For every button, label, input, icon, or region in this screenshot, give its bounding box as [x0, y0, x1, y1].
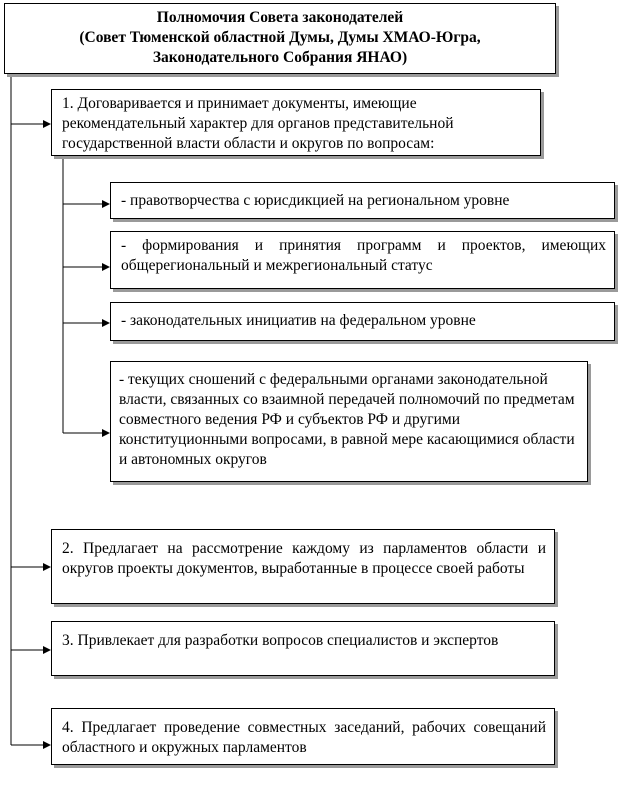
subitem1-text: - правотворчества с юрисдикцией на региональном уровне — [121, 192, 510, 209]
subitem2-text: - формирования и принятия программ и проектов, имеющих общерегиональный и межрегиональный статус — [121, 237, 606, 274]
subitem3-text: - законодательных инициатив на федеральном уровне — [121, 312, 476, 329]
item3-text: 3. Привлекает для разработки вопросов специалистов и экспертов — [62, 632, 499, 649]
subitem1-box — [110, 182, 615, 219]
title-line-2: (Совет Тюменской областной Думы, Думы ХМАО-Югра, — [79, 29, 481, 46]
title-line-3: Законодательного Собрания ЯНАО) — [152, 49, 408, 66]
item1-text: 1. Договаривается и принимает документы, имеющие рекомендательный характер для органов представительной государственной власти области и округов по вопросам: — [62, 95, 454, 152]
item2-text: 2. Предлагает на рассмотрение каждому из парламентов области и округов проекты документов, выработанные в процессе своей работы — [62, 540, 546, 577]
item4-text: 4. Предлагает проведение совместных заседаний, рабочих совещаний областного и окружных парламентов — [62, 719, 546, 756]
title-box — [4, 3, 556, 74]
item1-box — [51, 89, 541, 156]
item2-box — [51, 529, 555, 604]
subitem4-box — [110, 361, 588, 482]
subitem2-box — [110, 231, 615, 289]
item3-box — [51, 621, 555, 676]
item4-box — [51, 708, 555, 765]
title-line-1: Полномочия Совета законодателей — [156, 9, 404, 26]
subitem4-text: - текущих сношений с федеральными органами законодательной власти, связанных со взаимной передачей полномочий по предметам совместного ведения РФ и субъектов РФ и другими конституционными вопросами, в равной мере касающимися области и автономных округов — [119, 371, 575, 468]
subitem3-box — [110, 302, 615, 341]
